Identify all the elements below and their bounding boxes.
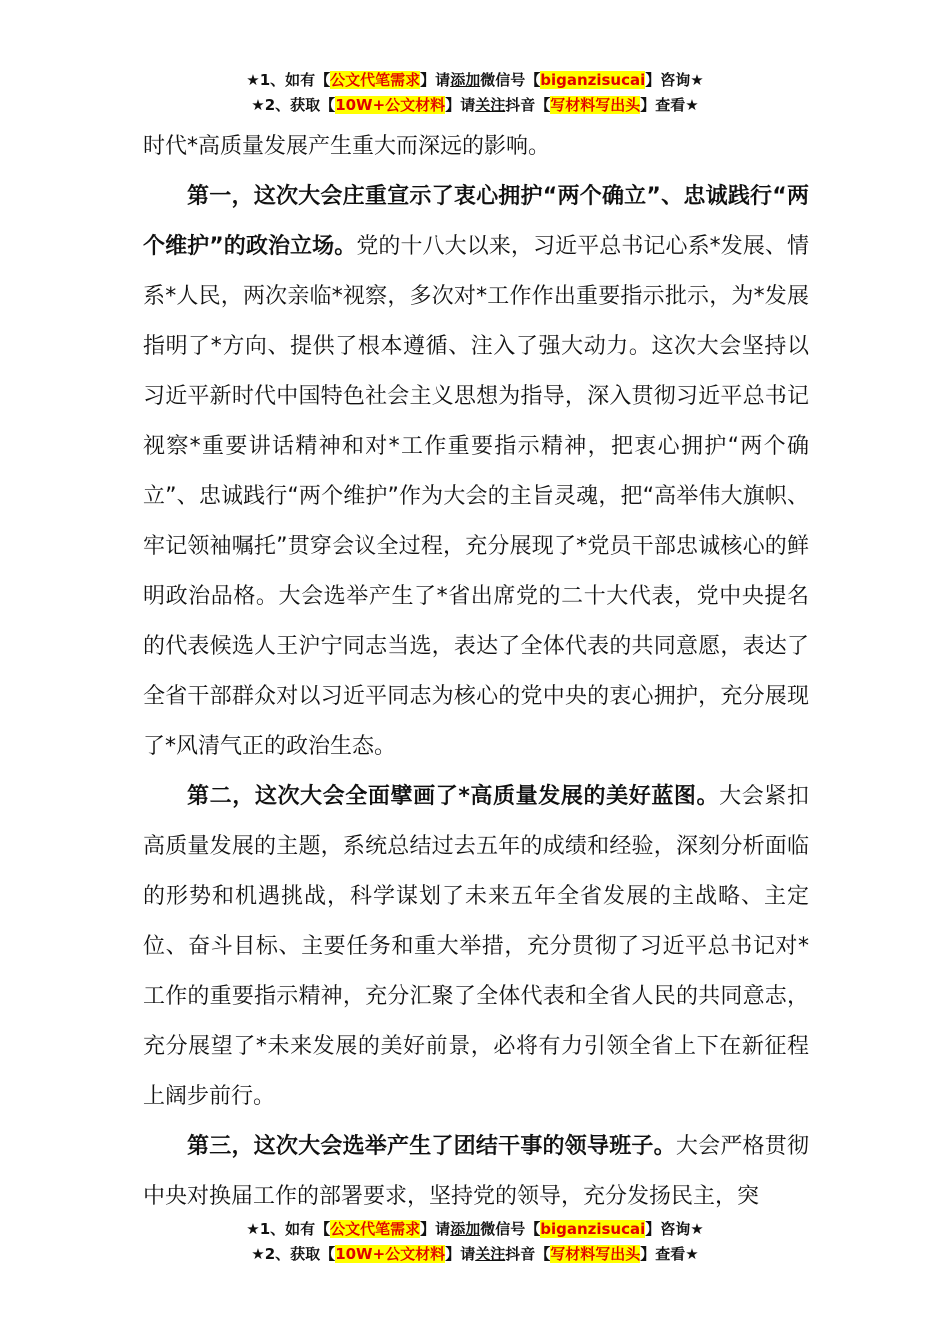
paragraph-third: 第三，这次大会选举产生了团结干事的领导班子。大会严格贯彻中央对换届工作的部署要求，坚持党的领导，充分发扬民主，突 xyxy=(143,1134,809,1209)
bottom-banner xyxy=(0,1217,950,1267)
banner-line-2: ★2、获取【10W+公文材料】请关注抖音【写材料写出头】查看★ xyxy=(251,96,699,114)
banner-highlight: 写材料写出头 xyxy=(550,96,641,114)
paragraph-heading: 第一，这次大会庄重宣示了衷心拥护“两个确立”、忠诚践行“两个维护”的政治立场。 xyxy=(143,184,809,259)
paragraph-heading: 第二，这次大会全面擘画了*高质量发展的美好蓝图。 xyxy=(187,784,720,809)
paragraph-heading: 第三，这次大会选举产生了团结干事的领导班子。 xyxy=(187,1134,676,1159)
paragraph-continuation: 时代*高质量发展产生重大而深远的影响。 xyxy=(143,134,551,159)
document-body xyxy=(143,122,809,1222)
banner-highlight: 公文代笔需求 xyxy=(330,1220,421,1238)
top-banner xyxy=(0,68,950,118)
banner-highlight: biganzisucai xyxy=(540,1220,646,1238)
paragraph-second: 第二，这次大会全面擘画了*高质量发展的美好蓝图。大会紧扣高质量发展的主题，系统总结过去五年的成绩和经验，深刻分析面临的形势和机遇挑战，科学谋划了未来五年全省发展的主战略、主定位、奋斗目标、主要任务和重大举措，充分贯彻了习近平总书记对*工作的重要指示精神，充分汇聚了全体代表和全省人民的共同意志，充分展望了*未来发展的美好前景，必将有力引领全省上下在新征程上阔步前行。 xyxy=(143,784,809,1109)
banner-highlight: 公文代笔需求 xyxy=(330,71,421,89)
banner-highlight: biganzisucai xyxy=(540,71,646,89)
banner-highlight: 写材料写出头 xyxy=(550,1245,641,1263)
banner-highlight: 10W+公文材料 xyxy=(335,1245,446,1263)
paragraph-first: 第一，这次大会庄重宣示了衷心拥护“两个确立”、忠诚践行“两个维护”的政治立场。党的十八大以来，习近平总书记心系*发展、情系*人民，两次亲临*视察，多次对*工作作出重要指示批示，为*发展指明了*方向、提供了根本遵循、注入了强大动力。这次大会坚持以习近平新时代中国特色社会主义思想为指导，深入贯彻习近平总书记视察*重要讲话精神和对*工作重要指示精神，把衷心拥护“两个确立”、忠诚践行“两个维护”作为大会的主旨灵魂，把“高举伟大旗帜、牢记领袖嘱托”贯穿会议全过程，充分展现了*党员干部忠诚核心的鲜明政治品格。大会选举产生了*省出席党的二十大代表，党中央提名的代表候选人王沪宁同志当选，表达了全体代表的共同意愿，表达了全省干部群众对以习近平同志为核心的党中央的衷心拥护，充分展现了*风清气正的政治生态。 xyxy=(143,184,809,759)
banner-line-1: ★1、如有【公文代笔需求】请添加微信号【biganzisucai】咨询★ xyxy=(246,1220,704,1238)
banner-highlight: 10W+公文材料 xyxy=(335,96,446,114)
banner-line-2: ★2、获取【10W+公文材料】请关注抖音【写材料写出头】查看★ xyxy=(251,1245,699,1263)
banner-line-1: ★1、如有【公文代笔需求】请添加微信号【biganzisucai】咨询★ xyxy=(246,71,704,89)
